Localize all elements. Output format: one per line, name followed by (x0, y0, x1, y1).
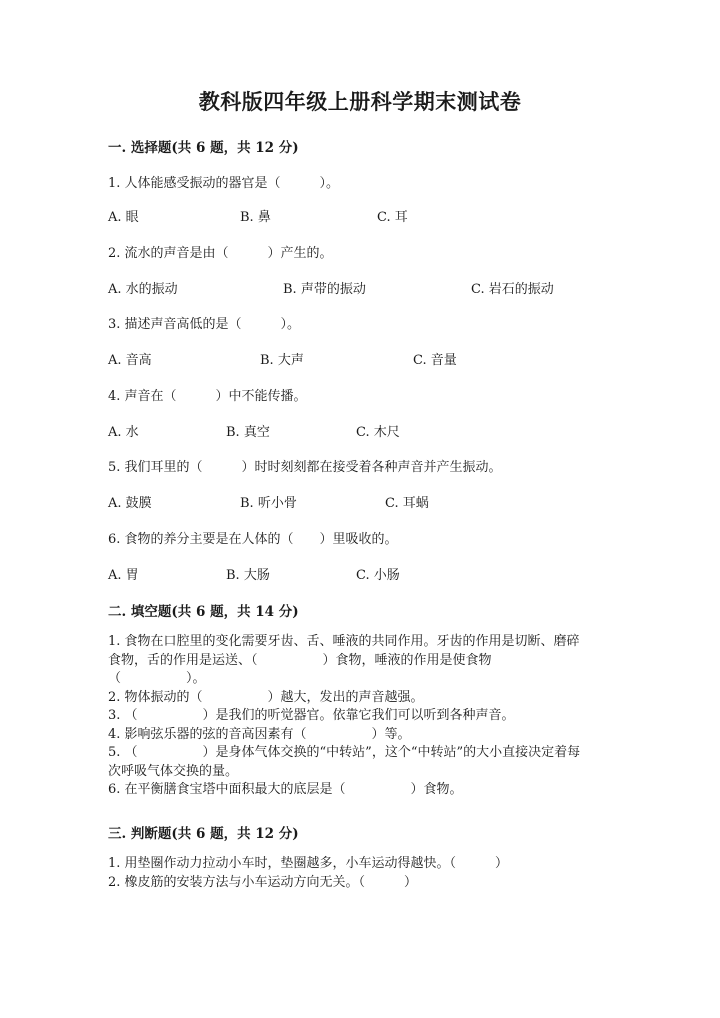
exam-title: 教科版四年级上册科学期末测试卷 (198, 89, 522, 114)
fill-blank-item: 2. 物体振动的（ ）越大，发出的声音越强。 (108, 689, 424, 705)
option-c: C. 音量 (413, 353, 457, 368)
section-heading-judge: 三. 判断题(共 6 题，共 12 分) (108, 826, 299, 842)
option-a: A. 眼 (108, 210, 139, 225)
judge-item: 2. 橡皮筋的安装方法与小车运动方向无关。（ ） (108, 874, 418, 890)
option-c: C. 耳蜗 (385, 496, 429, 511)
section-heading-fill: 二. 填空题(共 6 题，共 14 分) (108, 604, 299, 620)
section-heading-choice: 一. 选择题(共 6 题，共 12 分) (108, 140, 299, 156)
option-a: A. 水的振动 (108, 282, 178, 297)
judge-item: 1. 用垫圈作动力拉动小车时，垫圈越多，小车运动得越快。（ ） (108, 856, 509, 871)
option-b: B. 听小骨 (240, 496, 297, 511)
option-c: C. 小肠 (356, 568, 400, 583)
fill-blank-list (108, 633, 588, 800)
option-b: B. 真空 (226, 425, 270, 440)
question-stem: 2. 流水的声音是由（ ）产生的。 (108, 246, 333, 261)
judge-list (108, 855, 588, 892)
option-b: B. 大声 (260, 353, 304, 368)
question-stem: 4. 声音在（ ）中不能传播。 (108, 389, 307, 404)
option-b: B. 鼻 (240, 210, 271, 225)
option-b: B. 声带的振动 (283, 282, 366, 297)
question-stem: 3. 描述声音高低的是（ ）。 (108, 317, 301, 332)
option-a: A. 胃 (108, 568, 139, 583)
option-a: A. 鼓膜 (108, 496, 152, 511)
option-b: B. 大肠 (226, 568, 270, 583)
question-stem: 5. 我们耳里的（ ）时时刻刻都在接受着各种声音并产生振动。 (108, 460, 502, 475)
question-stem: 1. 人体能感受振动的器官是（ ）。 (108, 176, 340, 191)
option-c: C. 木尺 (356, 425, 400, 440)
fill-blank-item: 3. （ ）是我们的听觉器官。依靠它我们可以听到各种声音。 (108, 708, 515, 723)
option-a: A. 水 (108, 425, 139, 440)
option-c: C. 岩石的振动 (471, 282, 554, 297)
fill-blank-item: 1. 食物在口腔里的变化需要牙齿、舌、唾液的共同作用。牙齿的作用是切断、磨碎食物，舌的作用是运送、（ ）食物，唾液的作用是使食物（ ）。 (108, 634, 580, 686)
question-stem: 6. 食物的养分主要是在人体的（ ）里吸收的。 (108, 532, 398, 547)
fill-blank-item: 6. 在平衡膳食宝塔中面积最大的底层是（ ）食物。 (108, 782, 463, 797)
fill-blank-item: 5. （ ）是身体气体交换的“中转站”，这个“中转站”的大小直接决定着每次呼吸气体交换的量。 (108, 745, 581, 779)
option-c: C. 耳 (377, 210, 408, 225)
option-a: A. 音高 (108, 353, 152, 368)
fill-blank-item: 4. 影响弦乐器的弦的音高因素有（ ）等。 (108, 726, 411, 742)
